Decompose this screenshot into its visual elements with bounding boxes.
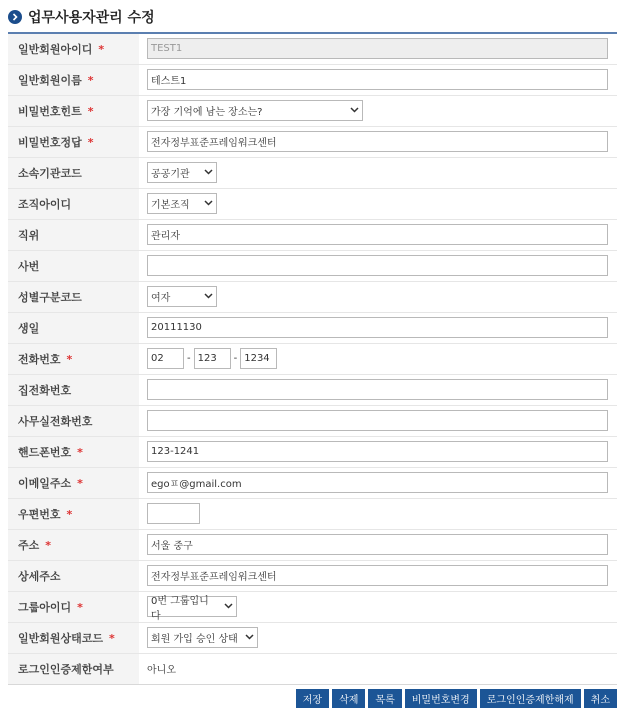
required-mark: *	[77, 600, 83, 614]
form-row-member-name	[8, 64, 617, 95]
gender-code-label-cell	[8, 281, 139, 312]
password-answer-value-cell	[139, 126, 617, 157]
gender-code-value-cell	[139, 281, 617, 312]
phone-separator: -	[187, 353, 191, 364]
phone-separator: -	[233, 353, 238, 364]
chevron-right-icon	[8, 10, 22, 24]
chevron-down-icon	[245, 632, 254, 643]
form-row-address-detail	[8, 560, 617, 591]
cancel-button[interactable]: 취소	[584, 689, 617, 708]
member-status-code-selected-value: 회원 가입 승인 상태	[151, 634, 238, 645]
employee-number-value-cell	[139, 250, 617, 281]
birthday-label: 생일	[18, 321, 40, 335]
password-answer-label: 비밀번호정답	[18, 135, 82, 149]
chevron-down-icon	[204, 198, 213, 209]
password-hint-select[interactable]	[147, 100, 363, 121]
password-hint-selected-value: 가장 기억에 남는 장소는?	[151, 107, 263, 118]
member-id-label: 일반회원아이디	[18, 42, 93, 56]
home-phone-label-cell	[8, 374, 139, 405]
required-mark: *	[98, 42, 105, 56]
zip-code-value-cell	[139, 498, 617, 529]
member-status-code-select[interactable]	[147, 627, 258, 648]
home-phone-input[interactable]	[147, 379, 608, 400]
form-row-address	[8, 529, 617, 560]
form-row-zip-code	[8, 498, 617, 529]
employee-number-input[interactable]	[147, 255, 608, 276]
password-answer-input[interactable]: 전자정부표준프레임워크센터	[147, 131, 608, 152]
required-mark: *	[87, 73, 94, 87]
action-buttons	[296, 689, 617, 708]
member-name-input[interactable]: 테스트1	[147, 69, 608, 90]
member-id-input: TEST1	[147, 38, 608, 59]
email-input[interactable]: egoㅍ@gmail.com	[147, 472, 608, 493]
office-phone-value-cell	[139, 405, 617, 436]
member-name-value-cell	[139, 64, 617, 95]
home-phone-value-cell	[139, 374, 617, 405]
organization-id-selected-value: 기본조직	[151, 200, 190, 211]
office-phone-label-cell	[8, 405, 139, 436]
chevron-down-icon	[224, 601, 233, 612]
chevron-down-icon	[204, 167, 213, 178]
phone-part-1-input[interactable]: 02	[147, 348, 184, 369]
address-label-cell	[8, 529, 139, 560]
form-row-group-id	[8, 591, 617, 622]
phone-label: 전화번호	[18, 352, 61, 366]
form-row-email	[8, 467, 617, 498]
member-status-code-label: 일반회원상태코드	[18, 631, 104, 645]
member-id-label-cell	[8, 33, 139, 64]
password-hint-label-cell	[8, 95, 139, 126]
password-hint-label: 비밀번호힌트	[18, 104, 82, 118]
zip-code-label: 우편번호	[18, 507, 61, 521]
password-hint-value-cell	[139, 95, 617, 126]
form-row-organization-id	[8, 188, 617, 219]
email-label: 이메일주소	[18, 476, 72, 490]
form-row-office-phone	[8, 405, 617, 436]
form-row-mobile-phone	[8, 436, 617, 467]
org-code-value-cell	[139, 157, 617, 188]
birthday-value-cell	[139, 312, 617, 343]
mobile-phone-label: 핸드폰번호	[18, 445, 72, 459]
org-code-select[interactable]	[147, 162, 217, 183]
zip-code-input[interactable]	[147, 503, 200, 524]
birthday-input[interactable]: 20111130	[147, 317, 608, 338]
save-button[interactable]: 저장	[296, 689, 329, 708]
address-value-cell	[139, 529, 617, 560]
required-mark: *	[45, 538, 52, 552]
member-name-label-cell	[8, 64, 139, 95]
required-mark: *	[66, 507, 73, 521]
form-row-password-answer	[8, 126, 617, 157]
form-row-member-id	[8, 33, 617, 64]
mobile-phone-input[interactable]: 123-1241	[147, 441, 608, 462]
member-status-code-label-cell	[8, 622, 139, 653]
list-button[interactable]: 목록	[368, 689, 401, 708]
form-row-password-hint	[8, 95, 617, 126]
form-row-birthday	[8, 312, 617, 343]
release-login-restriction-button[interactable]: 로그인인증제한해제	[480, 689, 581, 708]
required-mark: *	[77, 445, 83, 459]
gender-code-selected-value: 여자	[151, 293, 171, 304]
form-row-home-phone	[8, 374, 617, 405]
address-detail-input[interactable]: 전자정부표준프레임워크센터	[147, 565, 608, 586]
member-name-label: 일반회원이름	[18, 73, 82, 87]
page-title: 업무사용자관리 수정	[28, 10, 155, 26]
member-status-code-value-cell	[139, 622, 617, 653]
login-restriction-label-cell	[8, 653, 139, 684]
position-label-cell	[8, 219, 139, 250]
office-phone-label: 사무실전화번호	[18, 414, 93, 428]
position-label: 직위	[18, 228, 40, 242]
address-detail-label-cell	[8, 560, 139, 591]
position-input[interactable]: 관리자	[147, 224, 608, 245]
org-code-selected-value: 공공기관	[151, 169, 190, 180]
form-row-employee-number	[8, 250, 617, 281]
address-detail-label: 상세주소	[18, 569, 61, 583]
gender-code-label: 성별구분코드	[18, 290, 82, 304]
group-id-value-cell	[139, 591, 617, 622]
form-row-position	[8, 219, 617, 250]
group-id-select[interactable]	[147, 595, 237, 622]
org-code-label-cell	[8, 157, 139, 188]
group-id-label-cell	[8, 591, 139, 622]
chevron-down-icon	[350, 105, 359, 116]
home-phone-label: 집전화번호	[18, 383, 72, 397]
email-label-cell	[8, 467, 139, 498]
form-row-login-restriction	[8, 653, 617, 684]
phone-part-2-input[interactable]: 123	[194, 348, 231, 369]
form-row-phone	[8, 343, 617, 374]
group-id-label: 그룹아이디	[18, 600, 72, 614]
position-value-cell	[139, 219, 617, 250]
organization-id-label-cell	[8, 188, 139, 219]
page-header	[8, 6, 155, 28]
required-mark: *	[87, 135, 94, 149]
change-password-button[interactable]: 비밀번호변경	[405, 689, 477, 708]
organization-id-select[interactable]	[147, 193, 217, 214]
form-row-org-code	[8, 157, 617, 188]
chevron-down-icon	[204, 291, 213, 302]
birthday-label-cell	[8, 312, 139, 343]
address-input[interactable]: 서울 중구	[147, 534, 608, 555]
gender-code-select[interactable]	[147, 286, 217, 307]
address-detail-value-cell	[139, 560, 617, 591]
required-mark: *	[66, 352, 73, 366]
employee-number-label-cell	[8, 250, 139, 281]
organization-id-value-cell	[139, 188, 617, 219]
mobile-phone-label-cell	[8, 436, 139, 467]
required-mark: *	[87, 104, 94, 118]
form-row-gender-code	[8, 281, 617, 312]
phone-label-cell	[8, 343, 139, 374]
address-label: 주소	[18, 538, 40, 552]
login-restriction-label: 로그인인증제한여부	[18, 662, 114, 676]
mobile-phone-value-cell	[139, 436, 617, 467]
member-id-value-cell	[139, 33, 617, 64]
phone-part-3-input[interactable]: 1234	[240, 348, 277, 369]
office-phone-input[interactable]	[147, 410, 608, 431]
user-edit-form	[8, 32, 617, 685]
login-restriction-value-cell	[139, 653, 617, 684]
email-value-cell	[139, 467, 617, 498]
delete-button[interactable]: 삭제	[332, 689, 365, 708]
phone-value-cell	[139, 343, 617, 374]
form-row-member-status-code	[8, 622, 617, 653]
password-answer-label-cell	[8, 126, 139, 157]
group-id-selected-value: 0번 그룹입니다	[151, 595, 209, 622]
login-restriction-value: 아니오	[147, 665, 176, 676]
zip-code-label-cell	[8, 498, 139, 529]
org-code-label: 소속기관코드	[18, 166, 82, 180]
required-mark: *	[77, 476, 83, 490]
required-mark: *	[109, 631, 115, 645]
organization-id-label: 조직아이디	[18, 197, 72, 211]
employee-number-label: 사번	[18, 259, 40, 273]
